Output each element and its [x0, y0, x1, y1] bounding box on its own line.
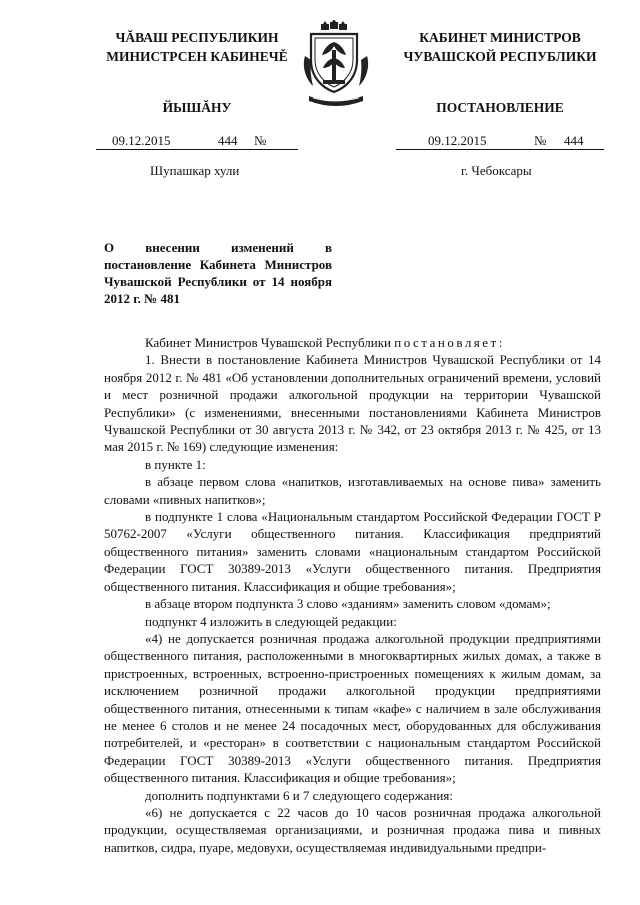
right-no-sign: №	[534, 133, 547, 148]
right-number: 444	[564, 133, 584, 148]
left-org-line1: ЧĂВАШ РЕСПУБЛИКИН	[115, 30, 279, 45]
body-paragraph: в подпункте 1 слова «Национальным стандартом Российской Федерации ГОСТ Р 50762-2007 «Услуги общественного питания. Классификация предприятий общественного питания» заменить словами «национальным стандартом Российской Федерации ГОСТ 30389-2013 «Услуги общественного питания. Предприятия общественного питания. Классификация и общие требования»;	[104, 509, 601, 594]
right-org-line2: ЧУВАШСКОЙ РЕСПУБЛИКИ	[403, 49, 597, 64]
left-doc-type: ЙЫШĂНУ	[162, 100, 232, 115]
right-date: 09.12.2015	[428, 133, 487, 148]
left-place: Шупашкар хули	[150, 163, 240, 178]
right-doc-type: ПОСТАНОВЛЕНИЕ	[436, 100, 564, 115]
header-left-org	[92, 28, 302, 66]
left-number: 444	[218, 133, 238, 148]
document-body	[104, 334, 601, 856]
document-subject: О внесении изменений в постановление Кабинета Министров Чувашской Республики от 14 ноября 2012 г. № 481	[104, 240, 332, 306]
chuvash-republic-emblem-icon	[301, 20, 371, 110]
intro-paragraph	[104, 334, 601, 351]
header-right-org	[395, 28, 605, 66]
body-paragraph: в пункте 1:	[145, 456, 206, 472]
right-place: г. Чебоксары	[461, 163, 532, 178]
body-paragraph: в абзаце втором подпункта 3 слово «зданиям» заменить словом «домам»;	[145, 596, 551, 612]
left-org-line2: МИНИСТРСЕН КАБИНЕЧĚ	[106, 49, 288, 64]
body-paragraph: подпункт 4 изложить в следующей редакции:	[145, 613, 397, 629]
intro-decree: постановляет:	[394, 335, 505, 350]
body-paragraph: 1. Внести в постановление Кабинета Министров Чувашской Республики от 14 ноября 2012 г. № 481 «Об установлении дополнительных ограничений времени, условий и мест розничной продажи алкогольной продукции на территории Чувашской Республики» (с изменениями, внесенными постановлениями Кабинета Министров Чувашской Республики от 30 августа 2013 г. № 342, от 23 октября 2013 г. № 425, от 13 мая 2015 г. № 169) следующие изменения:	[104, 352, 601, 455]
body-paragraph: «6) не допускается с 22 часов до 10 часов розничная продажа алкогольной продукции, осуществляемая организациями, и розничная продажа пива и пивных напитков, сидра, пуаре, медовухи, осуществляемая индивидуальными предпри-	[104, 804, 601, 855]
body-paragraph: дополнить подпунктами 6 и 7 следующего содержания:	[145, 787, 453, 803]
left-no-sign: №	[254, 133, 267, 148]
left-number-line	[96, 133, 298, 150]
body-paragraph: «4) не допускается розничная продажа алкогольной продукции предприятиями общественного питания, расположенными в многоквартирных жилых домах, а также в пристроенных, встроенных, встроенно-пристроенных помещениях к жилым домам, за исключением розничной продажи алкогольной продукции предприятиями общественного питания, отнесенными к типам «кафе» с наличием в зале обслуживания не менее 6 столов и не менее 24 посадочных мест, оборудованных для обслуживания потребителей, и «ресторан» в соответствии с национальным стандартом Российской Федерации ГОСТ 30389-2013 «Услуги общественного питания. Предприятия общественного питания. Классификация и общие требования»;	[104, 630, 601, 786]
hop-cones-icon	[321, 20, 347, 30]
left-date: 09.12.2015	[112, 133, 171, 148]
right-number-line	[396, 133, 604, 150]
body-paragraph: в абзаце первом слова «напитков, изготавливаемых на основе пива» заменить словами «пивных напитков»;	[104, 474, 601, 507]
right-org-line1: КАБИНЕТ МИНИСТРОВ	[419, 30, 581, 45]
intro-lead: Кабинет Министров Чувашской Республики	[145, 335, 391, 350]
